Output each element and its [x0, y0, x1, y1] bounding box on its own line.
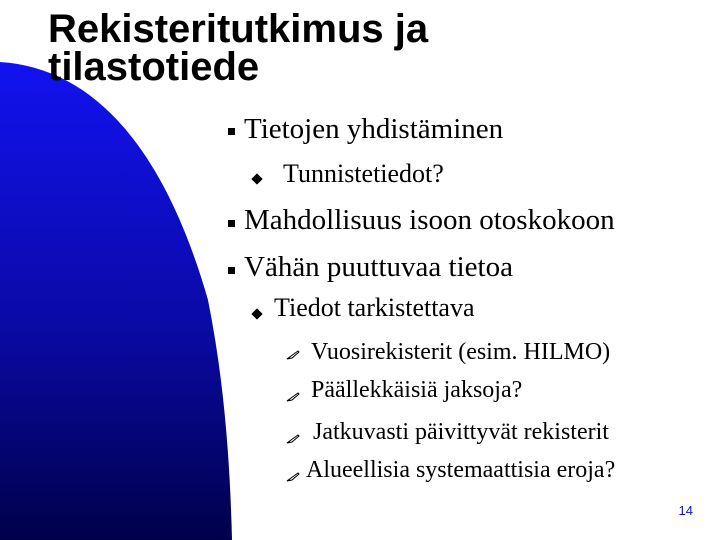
bullet-item: Vuosirekisterit (esim. HILMO): [311, 339, 611, 365]
page-number: 14: [678, 503, 693, 518]
bullet-item: Vähän puuttuvaa tietoa: [244, 251, 513, 283]
slide-title: Rekisteritutkimus ja tilastotiede: [48, 7, 429, 89]
bullet-item: Mahdollisuus isoon otoskokoon: [244, 204, 615, 236]
square-bullet-icon: [228, 128, 235, 135]
square-bullet-icon: [228, 267, 235, 274]
bullet-item: Tiedot tarkistettava: [274, 293, 475, 322]
bullet-item: Alueellisia systemaattisia eroja?: [306, 457, 616, 483]
bullet-item: Jatkuvasti päivittyvät rekisterit: [313, 419, 609, 445]
pen-nib-bullet-icon: [286, 431, 300, 449]
bullet-item: Tietojen yhdistäminen: [244, 113, 504, 145]
pen-nib-bullet-icon: [286, 389, 300, 407]
pen-nib-bullet-icon: [286, 347, 300, 365]
bullet-item: Tunnistetiedot?: [283, 159, 444, 188]
bullet-item: Päällekkäisiä jaksoja?: [311, 377, 523, 403]
square-bullet-icon: [228, 220, 235, 227]
pen-nib-bullet-icon: [286, 469, 300, 487]
